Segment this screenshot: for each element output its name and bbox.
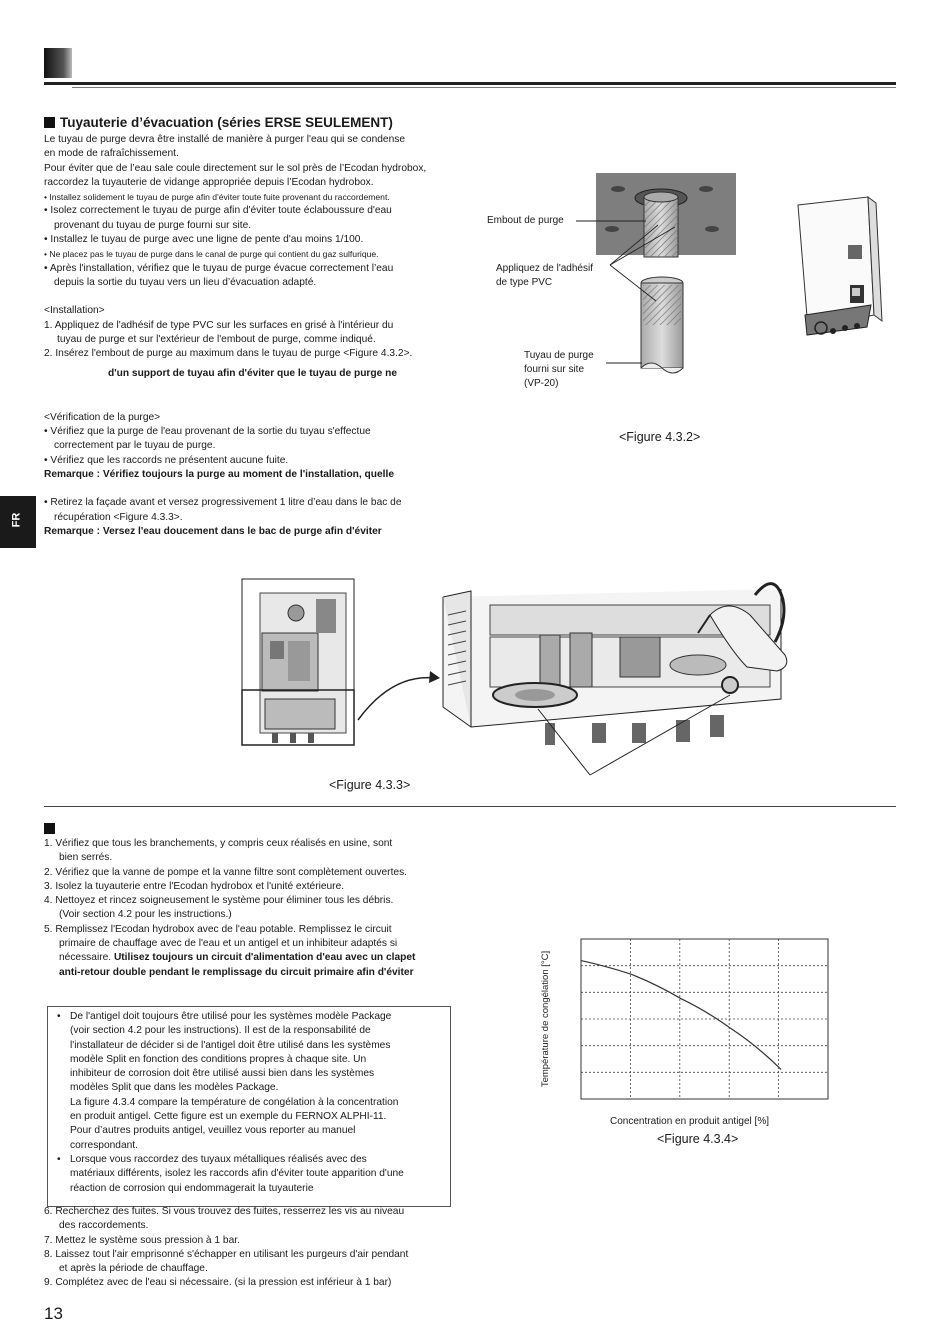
verification-bullet: • Retirez la façade avant et versez progressivement 1 litre d’eau dans le bac de	[44, 497, 402, 509]
installation-step: 1. Appliquez de l'adhésif de type PVC sur les surfaces en grisé à l'intérieur du	[44, 319, 394, 331]
text-line: en mode de rafraîchissement.	[44, 148, 179, 160]
label-line: (VP-20)	[524, 378, 559, 389]
section-title-filling	[44, 820, 60, 838]
square-bullet-icon	[44, 823, 55, 834]
language-tab	[0, 496, 36, 548]
filling-step: 6. Recherchez des fuites. Si vous trouvez des fuites, resserrez les vis au niveau	[44, 1206, 405, 1217]
filling-step: 8. Laissez tout l'air emprisonné s'échapper en utilisant les purgeurs d'air pendant	[44, 1248, 409, 1260]
bullet-icon: •	[57, 1153, 61, 1165]
installation-step: 2. Insérez l'embout de purge au maximum dans le tuyau de purge <Figure 4.3.2>.	[44, 348, 413, 360]
note-line: correspondant.	[70, 1139, 138, 1151]
filling-step: 4. Nettoyez et rincez soigneusement le système pour éliminer tous les débris.	[44, 895, 394, 907]
note-line: modèle Split en fonction des conditions propres à chaque site. Un	[70, 1053, 367, 1065]
note-line: Pour d’autres produits antigel, veuillez vous reporter au manuel	[70, 1125, 356, 1137]
verification-bullet: • Vérifiez que les raccords ne présentent aucune fuite.	[44, 454, 289, 466]
square-bullet-icon	[44, 117, 55, 128]
filling-step-cont: primaire de chauffage avec de l'eau et un antigel et un inhibiteur adaptés si	[59, 938, 398, 950]
filling-step: 2. Vérifiez que la vanne de pompe et la vanne filtre sont complètement ouvertes.	[44, 866, 407, 878]
label-line: de type PVC	[496, 277, 553, 288]
bullet-line-cont: provenant du tuyau de purge fourni sur site.	[54, 219, 252, 231]
label-drain-socket: Embout de purge	[487, 215, 564, 226]
note-line: matériaux différents, isolez les raccords afin d'éviter toute apparition d'une	[70, 1168, 404, 1180]
filling-step: 1. Vérifiez que tous les branchements, y compris ceux réalisés en usine, sont	[44, 838, 393, 849]
installation-step-cont: tuyau de purge et sur l'extérieur de l'embout de purge, comme indiqué.	[57, 333, 376, 345]
note-line: modèles Split que dans les modèles Package.	[70, 1082, 279, 1094]
antifreeze-note-box	[47, 1006, 451, 1207]
verification-bullet-cont: récupération <Figure 4.3.3>.	[54, 511, 183, 523]
verification-note: Remarque : Versez l'eau doucement dans le bac de purge afin d'éviter	[44, 525, 382, 537]
language-tab-label: FR	[10, 512, 23, 528]
note-item	[48, 1153, 450, 1196]
label-line: fourni sur site	[524, 364, 585, 375]
verification-bullet: • Vérifiez que la purge de l'eau provenant de la sortie du tuyau s'effectue	[44, 426, 371, 438]
bullet-line: • Après l'installation, vérifiez que le tuyau de purge évacue correctement l’eau	[44, 262, 394, 274]
filling-step: 7. Mettez le système sous pression à 1 bar.	[44, 1234, 240, 1246]
text-line: raccordez la tuyauterie de vidange appropriée depuis l’Ecodan hydrobox.	[44, 176, 374, 188]
filling-step: 9. Complétez avec de l'eau si nécessaire. (si la pression est inférieur à 1 bar)	[44, 1277, 392, 1289]
filling-step-cont: nécessaire.	[59, 952, 114, 964]
bullet-line: • Ne placez pas le tuyau de purge dans le canal de purge qui contient du gaz sulfurique.	[44, 249, 379, 260]
header-block	[44, 48, 72, 78]
text-line: Le tuyau de purge devra être installé de manière à purger l'eau qui se condense	[44, 134, 406, 145]
note-item	[48, 1010, 450, 1153]
note-line: l'installateur de décider si de l'antigel doit être utilisé dans les systèmes	[70, 1039, 391, 1051]
verification-bullet-cont: correctement par le tuyau de purge.	[54, 440, 216, 452]
figure-4-3-3-illustration	[240, 575, 800, 785]
bullet-icon: •	[57, 1011, 61, 1022]
filling-step-cont: (Voir section 4.2 pour les instructions.)	[59, 909, 232, 921]
label-line: Tuyau de purge	[524, 350, 594, 361]
figure-4-3-2-illustration	[480, 165, 900, 450]
figure-4-3-2-caption: <Figure 4.3.2>	[619, 430, 701, 444]
label-drain-pipe	[524, 349, 594, 391]
bullet-line: • Installez solidement le tuyau de purge afin d'éviter toute fuite provenant du raccordement.	[44, 192, 390, 203]
note-line: en produit antigel. Cette figure est un exemple du FERNOX ALPHI-11.	[70, 1111, 387, 1123]
bullet-line-cont: depuis la sortie du tuyau vers un lieu d’évacuation adapté.	[54, 276, 317, 288]
header-rule-thin	[72, 87, 896, 88]
filling-step-cont: bien serrés.	[59, 852, 113, 864]
verification-heading: <Vérification de la purge>	[44, 411, 161, 423]
filling-steps-top	[44, 837, 464, 980]
note-line: Lorsque vous raccordez des tuyaux métalliques réalisés avec des	[70, 1153, 367, 1165]
header-rule	[44, 82, 896, 85]
note-line: De l'antigel doit toujours être utilisé pour les systèmes modèle Package	[70, 1011, 392, 1022]
installation-bold-note: d'un support de tuyau afin d'éviter que le tuyau de purge ne	[108, 368, 397, 380]
drain-title-text: Tuyauterie d’évacuation (séries ERSE SEULEMENT)	[60, 115, 393, 130]
note-line: La figure 4.3.4 compare la température de congélation à la concentration	[70, 1096, 399, 1108]
note-line: inhibiteur de corrosion doit être utilisé aussi bien dans les systèmes	[70, 1068, 375, 1080]
filling-step-cont: et après la période de chauffage.	[59, 1263, 208, 1275]
label-line: Appliquez de l'adhésif	[496, 263, 593, 274]
text-line: Pour éviter que de l’eau sale coule directement sur le sol près de l’Ecodan hydrobox,	[44, 162, 427, 174]
figure-4-3-3-caption: <Figure 4.3.3>	[329, 778, 411, 792]
installation-heading: <Installation>	[44, 305, 105, 317]
filling-step: 5. Remplissez l'Ecodan hydrobox avec de l'eau potable. Remplissez le circuit	[44, 923, 392, 935]
bullet-line: • Isolez correctement le tuyau de purge afin d'éviter toute éclaboussure d'eau	[44, 205, 392, 217]
chart-x-axis-label: Concentration en produit antigel [%]	[610, 1116, 769, 1127]
note-line: réaction de corrosion qui endommagerait la tuyauterie	[70, 1182, 314, 1194]
filling-steps-bottom	[44, 1205, 464, 1291]
filling-step-bold: anti-retour double pendant le remplissage du circuit primaire afin d'éviter	[59, 966, 414, 978]
section-separator	[44, 806, 896, 807]
filling-step-cont: des raccordements.	[59, 1220, 149, 1232]
label-pvc-adhesive	[496, 262, 593, 290]
page-number: 13	[44, 1304, 63, 1323]
bullet-line: • Installez le tuyau de purge avec une ligne de pente d'au moins 1/100.	[44, 234, 364, 246]
filling-step-bold: Utilisez toujours un circuit d'alimentation d'eau avec un clapet	[113, 952, 416, 964]
verification-note: Remarque : Vérifiez toujours la purge au moment de l'installation, quelle	[44, 468, 394, 480]
chart-y-axis-label: Température de congélation [°C]	[540, 950, 551, 1088]
section-title-drain	[44, 115, 393, 130]
figure-4-3-4-chart	[530, 930, 840, 1115]
drain-text-block	[44, 133, 464, 539]
note-line: (voir section 4.2 pour les instructions). Il est de la responsabilité de	[70, 1025, 371, 1037]
filling-step: 3. Isolez la tuyauterie entre l'Ecodan hydrobox et l'unité extérieure.	[44, 880, 345, 892]
figure-4-3-4-caption: <Figure 4.3.4>	[657, 1132, 739, 1146]
